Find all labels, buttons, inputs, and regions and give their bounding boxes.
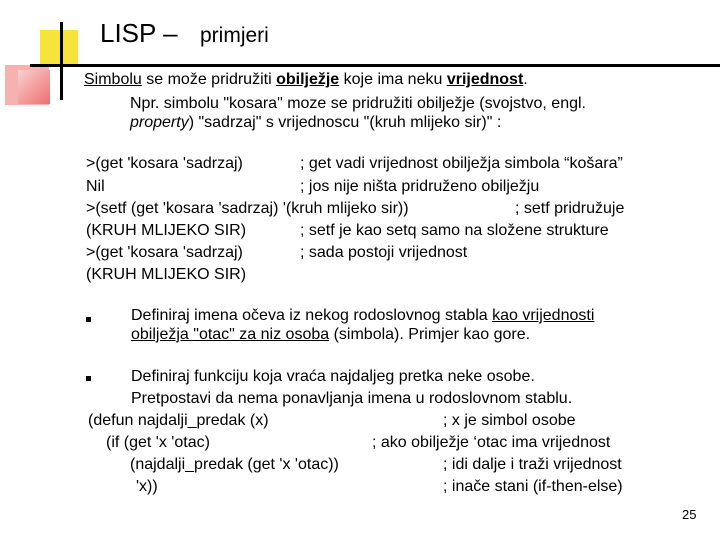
bullet-icon (86, 317, 91, 322)
code-line: >(get 'kosara 'sadrzaj) (86, 244, 243, 261)
decorative-red-gradient-square (18, 70, 50, 104)
code-comment: ; setf pridružuje (515, 200, 625, 217)
slide-title: LISP – (100, 18, 178, 48)
intro-line-3: property) "sadrzaj" s vrijednoscu "(kruh mlijeko sir)" : (130, 114, 502, 131)
decorative-yellow-square (40, 30, 78, 66)
decorative-vertical-line (60, 22, 63, 100)
page-number: 25 (682, 507, 697, 522)
code-comment: ; jos nije ništa pridruženo obilježju (300, 178, 540, 195)
code-line: (najdalji_predak (get 'x 'otac)) (130, 456, 339, 473)
task2-line-2: Pretpostavi da nema ponavljanja imena u rodoslovnom stablu. (131, 390, 573, 407)
slide-subtitle: primjeri (200, 24, 269, 47)
term-obiljezje: obilježje (276, 71, 340, 88)
code-line: >(setf (get 'kosara 'sadrzaj) '(kruh mlijeko sir)) (86, 200, 409, 217)
code-comment: ; inače stani (if-then-else) (443, 478, 623, 495)
code-comment: ; get vadi vrijednost obilježja simbola “košara” (300, 155, 623, 172)
task1-line-1: Definiraj imena očeva iz nekog rodoslovnog stabla kao vrijednosti (131, 307, 595, 324)
code-line: >(get 'kosara 'sadrzaj) (86, 155, 243, 172)
code-comment: ; idi dalje i traži vrijednost (443, 456, 622, 473)
code-comment: ; sada postoji vrijednost (300, 244, 468, 261)
code-comment: ; x je simbol osobe (443, 412, 576, 429)
task1-line-2: obilježja "otac" za niz osoba (simbola). Primjer kao gore. (131, 326, 531, 343)
bullet-icon (86, 376, 91, 381)
code-line: Nil (86, 178, 105, 195)
intro-line-2: Npr. simbolu "kosara" moze se pridružiti obilježje (svojstvo, engl. (130, 95, 586, 112)
code-line: (KRUH MLIJEKO SIR) (86, 266, 247, 283)
code-line: (if (get 'x 'otac) (106, 434, 210, 451)
task2-line-1: Definiraj funkciju koja vraća najdaljeg pretka neke osobe. (131, 368, 535, 385)
intro-line-1: Simbolu se može pridružiti obilježje koje ima neku vrijednost. (84, 71, 528, 88)
code-line: 'x)) (136, 478, 158, 495)
term-simbolu: Simbolu (84, 71, 142, 88)
code-line: (KRUH MLIJEKO SIR) (86, 222, 247, 239)
code-line: (defun najdalji_predak (x) (88, 412, 269, 429)
term-vrijednost: vrijednost (446, 71, 524, 88)
title-underline (30, 64, 720, 67)
code-comment: ; ako obilježje ‘otac ima vrijednost (372, 434, 611, 451)
code-comment: ; setf je kao setq samo na složene strukture (300, 222, 609, 239)
